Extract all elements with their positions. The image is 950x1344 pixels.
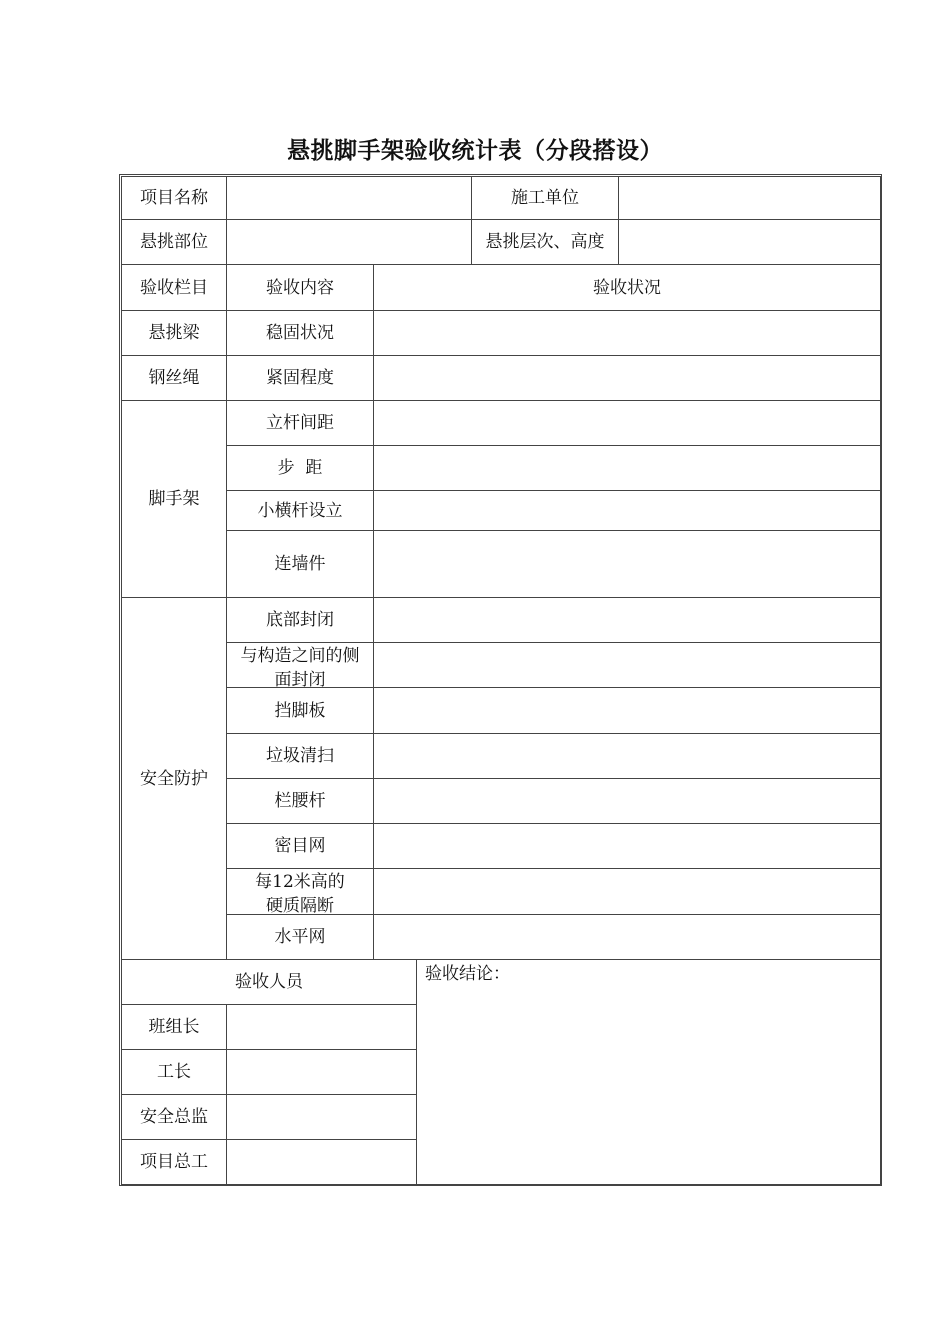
column-header-content: 验收内容 [226,264,374,311]
column-header-status: 验收状况 [373,264,881,311]
content-item: 底部封闭 [226,597,374,643]
column-header-item: 验收栏目 [121,264,227,311]
status-field[interactable] [373,868,881,915]
construction-unit-label: 施工单位 [471,176,619,220]
status-field[interactable] [373,687,881,734]
project-name-label: 项目名称 [121,176,227,220]
project-name-field[interactable] [226,176,472,220]
status-field[interactable] [373,530,881,598]
content-item: 每12米高的硬质隔断 [226,868,374,915]
signature-field[interactable] [226,1049,417,1095]
status-field[interactable] [373,642,881,688]
content-item: 立杆间距 [226,400,374,446]
cantilever-part-field[interactable] [226,219,472,265]
content-item: 水平网 [226,914,374,960]
status-field[interactable] [373,597,881,643]
signature-field[interactable] [226,1004,417,1050]
status-field[interactable] [373,823,881,869]
status-field[interactable] [373,310,881,356]
content-item: 栏腰杆 [226,778,374,824]
content-item: 与构造之间的侧面封闭 [226,642,374,688]
content-item: 挡脚板 [226,687,374,734]
status-field[interactable] [373,733,881,779]
cantilever-floor-height-field[interactable] [618,219,881,265]
page-title: 悬挑脚手架验收统计表（分段搭设） [287,138,663,164]
role-label: 安全总监 [121,1094,227,1140]
content-item: 小横杆设立 [226,490,374,531]
role-label: 项目总工 [121,1139,227,1185]
conclusion-label: 验收结论： [425,964,510,984]
status-field[interactable] [373,914,881,960]
group-name-scaffold: 脚手架 [121,400,227,598]
construction-unit-field[interactable] [618,176,881,220]
group-name-safety: 安全防护 [121,597,227,960]
status-field[interactable] [373,490,881,531]
group-name-beam: 悬挑梁 [121,310,227,356]
status-field[interactable] [373,445,881,491]
content-item: 稳固状况 [226,310,374,356]
status-field[interactable] [373,778,881,824]
group-name-rope: 钢丝绳 [121,355,227,401]
content-item: 紧固程度 [226,355,374,401]
content-item: 垃圾清扫 [226,733,374,779]
content-item: 步 距 [226,445,374,491]
status-field[interactable] [373,400,881,446]
role-label: 工长 [121,1049,227,1095]
cantilever-part-label: 悬挑部位 [121,219,227,265]
signature-field[interactable] [226,1139,417,1185]
content-item: 连墙件 [226,530,374,598]
status-field[interactable] [373,355,881,401]
personnel-header: 验收人员 [121,959,417,1005]
role-label: 班组长 [121,1004,227,1050]
content-item: 密目网 [226,823,374,869]
signature-field[interactable] [226,1094,417,1140]
conclusion-field[interactable] [416,959,881,1185]
cantilever-floor-height-label: 悬挑层次、高度 [471,219,619,265]
